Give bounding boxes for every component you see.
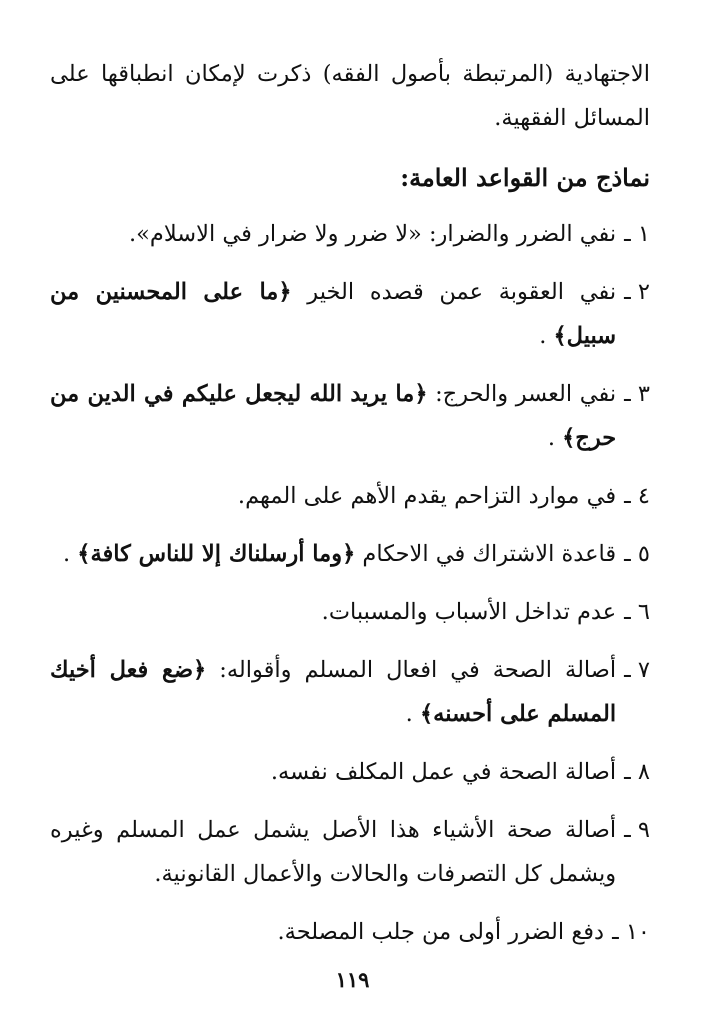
quran-quote: ﴿ما على المحسنين من سبيل﴾ <box>50 279 617 349</box>
list-item-3 <box>50 372 650 460</box>
list-item-10 <box>50 910 650 954</box>
list-item-4 <box>50 474 650 518</box>
list-item-6 <box>50 590 650 634</box>
item-number: ١ ـ <box>624 221 650 247</box>
list-item-5 <box>50 532 650 576</box>
item-body: قاعدة الاشتراك في الاحكام <box>355 541 617 567</box>
page-number: ١١٩ <box>335 967 370 992</box>
item-text <box>50 590 616 634</box>
list-item-9 <box>50 808 650 896</box>
item-number: ٧ ـ <box>624 657 650 683</box>
list-item-7 <box>50 648 650 736</box>
page-body <box>50 52 650 968</box>
item-text <box>50 750 616 794</box>
item-number: ١٠ ـ <box>612 919 650 945</box>
list-item-1 <box>50 212 650 256</box>
item-body: دفع الضرر أولى من جلب المصلحة. <box>277 919 605 945</box>
list-item-8 <box>50 750 650 794</box>
item-text <box>50 532 616 576</box>
intro-paragraph: الاجتهادية (المرتبطة بأصول الفقه) ذكرت لإمكان انطباقها على المسائل الفقهية. <box>50 61 650 131</box>
item-body: أصالة الصحة في افعال المسلم وأقواله: <box>206 657 617 683</box>
item-body: أصالة صحة الأشياء هذا الأصل يشمل عمل المسلم وغيره ويشمل كل التصرفات والحالات والأعمال القانونية. <box>50 817 617 887</box>
item-tail: . <box>547 425 555 451</box>
item-tail: . <box>62 541 71 567</box>
quran-quote: ﴿ما يريد الله ليجعل عليكم في الدين من حرج﴾ <box>50 381 617 451</box>
item-body: نفي العسر والحرج: <box>427 381 617 407</box>
item-body: في موارد التزاحم يقدم الأهم على المهم. <box>237 483 617 509</box>
item-text <box>50 372 616 460</box>
item-number: ٢ ـ <box>624 279 650 305</box>
item-text <box>50 808 616 896</box>
item-body: نفي العقوبة عمن قصده الخير <box>291 279 617 305</box>
item-text <box>50 270 616 358</box>
list-item-2 <box>50 270 650 358</box>
item-tail: . <box>539 323 547 349</box>
item-text <box>50 648 616 736</box>
item-number: ٤ ـ <box>624 483 650 509</box>
item-number: ٥ ـ <box>624 541 650 567</box>
item-body: نفي الضرر والضرار: «لا ضرر ولا ضرار في الاسلام». <box>129 221 617 247</box>
item-number: ٨ ـ <box>624 759 650 785</box>
item-number: ٣ ـ <box>624 381 650 407</box>
item-text <box>50 910 604 954</box>
item-text <box>50 474 616 518</box>
item-body: أصالة الصحة في عمل المكلف نفسه. <box>270 759 617 785</box>
item-tail: . <box>405 701 413 727</box>
item-text <box>50 212 616 256</box>
section-heading: نماذج من القواعد العامة: <box>400 163 650 192</box>
item-body: عدم تداخل الأسباب والمسببات. <box>321 599 617 625</box>
quran-quote: ﴿وما أرسلناك إلا للناس كافة﴾ <box>77 541 356 567</box>
item-number: ٩ ـ <box>624 817 650 843</box>
item-number: ٦ ـ <box>624 599 650 625</box>
hadith-quote: ﴿ضع فعل أخيك المسلم على أحسنه﴾ <box>50 657 617 727</box>
